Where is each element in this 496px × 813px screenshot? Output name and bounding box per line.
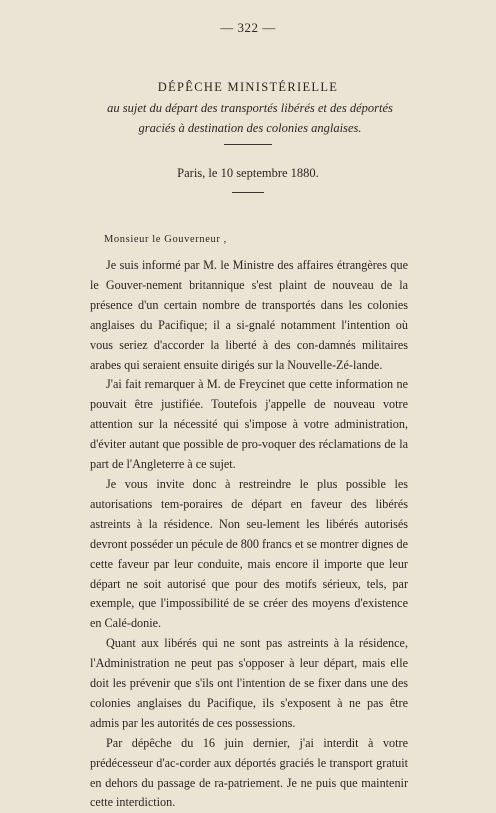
letter-body [90,256,408,813]
paragraph-5: Par dépêche du 16 juin dernier, j'ai interdit à votre prédécesseur d'ac-corder aux déportés graciés le transport gratuit en dehors du passage de ra-patriement. Je ne puis que maintenir cette interdiction. [90,735,408,810]
page-number: — 322 — [220,20,276,35]
document-subtitle: au sujet du départ des transportés libérés et des déportés graciés à destination des colonies anglaises. [107,101,393,135]
paragraph-4: Quant aux libérés qui ne sont pas astreints à la résidence, l'Administration ne peut pas s'opposer à leur départ, mais elle doit les prévenir que s'ils ont l'intention de se fixer dans une des colonies anglaises du Pacifique, ils s'exposent à ne pas être admis par les autorités de ces possessions. [90,636,408,730]
paragraph-2: J'ai fait remarquer à M. de Freycinet que cette information ne pouvait être justifiée. Toutefois j'appelle de nouveau votre attention sur la nécessité qui s'impose à votre administration, d'éviter autant que possible de pro-voquer des réclamations de la part de l'Angleterre à ce sujet. [90,377,408,472]
paragraph-3: Je vous invite donc à restreindre le plus possible les autorisations tem-poraires de départ en faveur des libérés astreints à la résidence. Non seu-lement les libérés autorisés devront posséder un pécule de 800 francs et se montrer dignes de cette faveur par leur conduite, mais encore il importe que leur départ ne soit autorisé que pour des motifs sérieux, tels, par exemple, que l'impossibilité de se créer des moyens d'existence en Calé-donie. [90,476,408,631]
title-rule [224,144,272,145]
dateline: Paris, le 10 septembre 1880. [177,166,319,180]
document-title: DÉPÊCHE MINISTÉRIELLE [157,80,339,94]
dateline-rule [232,192,264,193]
salutation: Monsieur le Gouverneur , [104,234,227,245]
paragraph-1: Je suis informé par M. le Ministre des affaires étrangères que le Gouver-nement britannique s'est plaint de nouveau de la présence d'un certain nombre de transportés dans les colonies anglaises du Pacifique; il a si-gnalé notamment l'intention où vous seriez d'accorder la liberté à des con-damnés militaires arabes qui seraient ensuite dirigés sur la Nouvelle-Zé-lande. [90,258,408,372]
